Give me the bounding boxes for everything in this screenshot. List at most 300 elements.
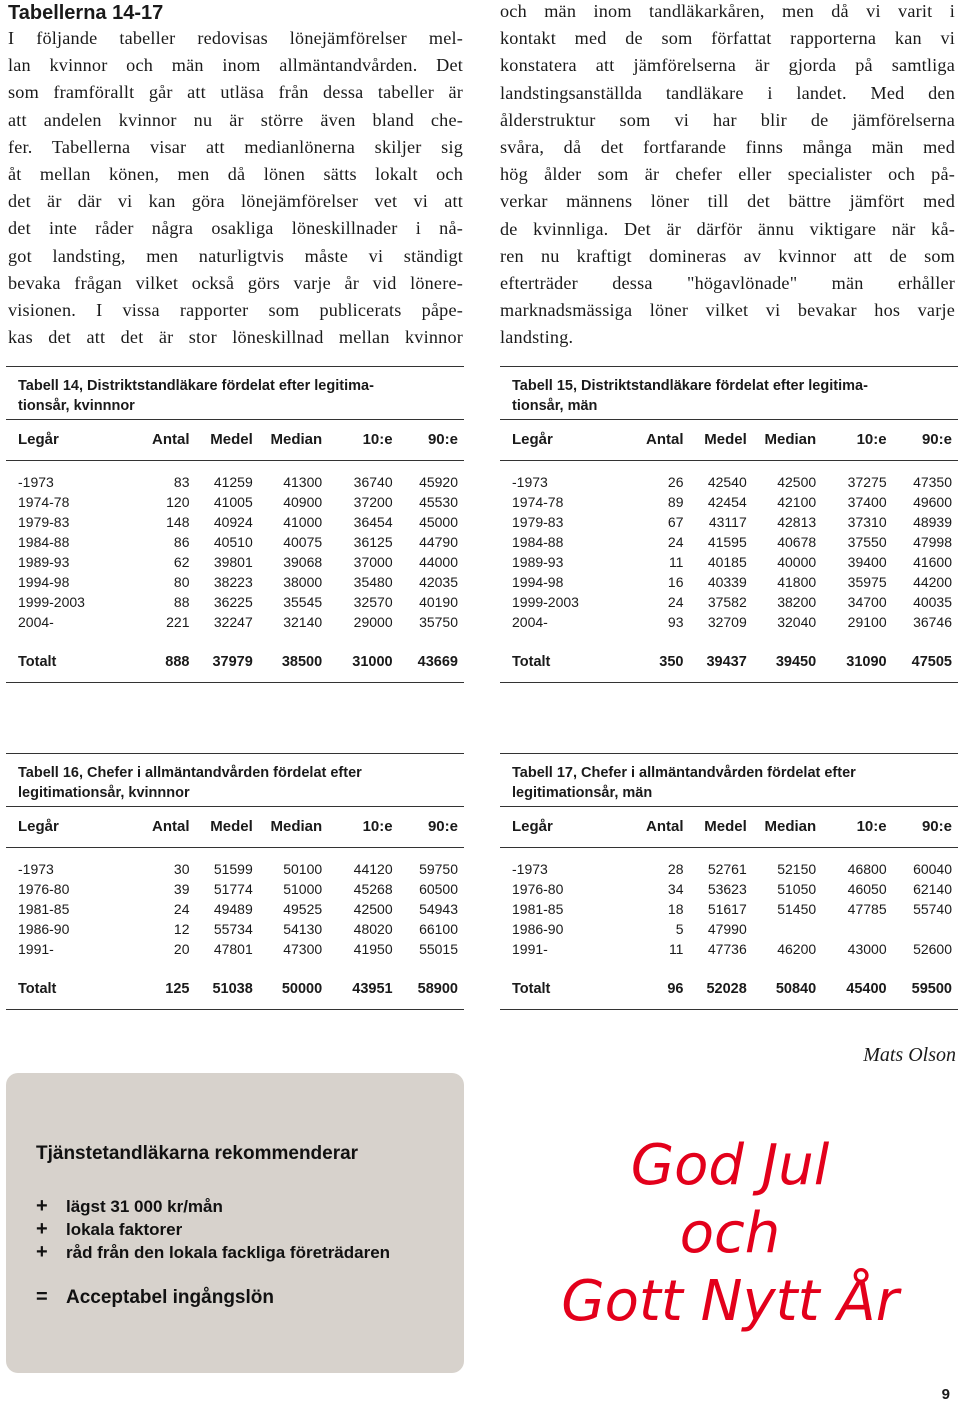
table-cell: 45920 bbox=[419, 474, 458, 490]
table-cell: 49525 bbox=[283, 901, 323, 917]
col-header-medel: Medel bbox=[210, 818, 253, 835]
table-header-row bbox=[512, 430, 952, 450]
col-header-10e: 10:e bbox=[362, 431, 393, 448]
text-line: landsting. bbox=[500, 327, 574, 348]
right-article-column bbox=[500, 0, 955, 352]
text-line: det är där vi kan göra lönejämförelser vet vi att bbox=[8, 191, 463, 212]
table-row bbox=[512, 532, 952, 552]
table-row bbox=[18, 572, 458, 592]
stat-table-body bbox=[512, 472, 952, 672]
table-cell: 42813 bbox=[777, 514, 817, 530]
table-cell: 1976-80 bbox=[18, 881, 70, 897]
greeting-line: Gott Nytt År bbox=[561, 1269, 899, 1334]
table-cell: 42035 bbox=[419, 574, 458, 590]
text-line: lan kvinnor och män inom allmäntandvården. Det bbox=[8, 55, 463, 76]
table-cell: 40190 bbox=[419, 594, 458, 610]
table-cell: 32570 bbox=[353, 594, 393, 610]
greeting-line: God Jul bbox=[630, 1133, 830, 1198]
table-cell: -1973 bbox=[512, 474, 548, 490]
table-cell: 47801 bbox=[213, 941, 253, 957]
table-cell: 52028 bbox=[706, 981, 747, 997]
table-cell: 51599 bbox=[213, 861, 253, 877]
table-row bbox=[18, 492, 458, 512]
table-cell: 38200 bbox=[777, 594, 817, 610]
table-cell: 45000 bbox=[419, 514, 458, 530]
table-title-line: Tabell 16, Chefer i allmäntandvården fördelat efter bbox=[18, 765, 362, 781]
table-cell: 42540 bbox=[707, 474, 747, 490]
stat-table bbox=[512, 430, 952, 450]
table-cell: 1979-83 bbox=[512, 514, 564, 530]
table-cell: 40924 bbox=[213, 514, 253, 530]
table-header-row bbox=[18, 817, 458, 837]
table-cell: 125 bbox=[165, 981, 190, 997]
table-row bbox=[18, 512, 458, 532]
table-total-row bbox=[18, 979, 458, 999]
table-row bbox=[512, 472, 952, 492]
table-cell: 50000 bbox=[281, 981, 323, 997]
stat-table bbox=[18, 430, 458, 450]
author-signature: Mats Olson bbox=[863, 1044, 956, 1066]
col-header-90e: 90:e bbox=[921, 431, 952, 448]
table-title-line: legitimationsår, kvinnnor bbox=[18, 785, 190, 801]
table-cell: 45268 bbox=[353, 881, 393, 897]
text-line: efterträder dessa "högavlönade" män erhåller bbox=[500, 273, 955, 294]
table-cell: 40678 bbox=[777, 534, 817, 550]
table-cell: 46800 bbox=[847, 861, 887, 877]
text-line: de kvinnliga. Det är därför ännu viktigare när kå- bbox=[500, 218, 955, 239]
table-row bbox=[18, 939, 458, 959]
table-row bbox=[512, 492, 952, 512]
table-cell: 1974-78 bbox=[18, 494, 70, 510]
table-row bbox=[18, 592, 458, 612]
table-title-line: Tabell 17, Chefer i allmäntandvården fördelat efter bbox=[512, 765, 856, 781]
table-cell: 51774 bbox=[213, 881, 253, 897]
table-cell: 44790 bbox=[419, 534, 458, 550]
table-cell: 37275 bbox=[847, 474, 887, 490]
table-cell: 54943 bbox=[419, 901, 458, 917]
table-cell: 24 bbox=[667, 594, 684, 610]
table-title-line: tionsår, män bbox=[512, 398, 598, 414]
table-cell: 24 bbox=[173, 901, 190, 917]
text-line: marknadsmässiga löner vilket vi bevakar hos varje bbox=[500, 300, 955, 321]
page-number: 9 bbox=[941, 1386, 950, 1403]
col-header-antal: Antal bbox=[151, 818, 190, 835]
table-cell: 41595 bbox=[707, 534, 747, 550]
stat-table bbox=[512, 817, 952, 837]
table-rule bbox=[6, 806, 464, 807]
text-line: visionen. I vissa rapporter som publicerats påpe- bbox=[8, 300, 463, 321]
table-row bbox=[18, 919, 458, 939]
col-header-90e: 90:e bbox=[427, 431, 458, 448]
table-row bbox=[512, 919, 952, 939]
table-rule bbox=[500, 460, 958, 461]
table-cell: 32140 bbox=[283, 614, 323, 630]
table-row bbox=[512, 859, 952, 879]
col-header-legar: Legår bbox=[18, 818, 59, 835]
table-row bbox=[18, 612, 458, 632]
table-cell: 38500 bbox=[281, 654, 323, 670]
table-cell: 1999-2003 bbox=[512, 594, 579, 610]
table-row bbox=[18, 879, 458, 899]
table-cell: 51450 bbox=[777, 901, 817, 917]
table-cell: 39437 bbox=[706, 654, 747, 670]
table-bottom-rule bbox=[6, 1009, 464, 1010]
table-cell: 36454 bbox=[353, 514, 393, 530]
table-cell: 66100 bbox=[419, 921, 458, 937]
table-cell: 67 bbox=[667, 514, 684, 530]
table-cell: 80 bbox=[173, 574, 190, 590]
equals-icon: = bbox=[36, 1286, 48, 1308]
table-cell: 39801 bbox=[213, 554, 253, 570]
table-cell: 20 bbox=[173, 941, 190, 957]
col-header-legar: Legår bbox=[18, 431, 59, 448]
text-line: som framförallt går att utläsa från dessa tabeller är bbox=[8, 82, 463, 103]
plus-icon: + bbox=[36, 1195, 48, 1217]
table-cell: 11 bbox=[668, 554, 684, 570]
table-14 bbox=[6, 366, 464, 683]
table-cell: 5 bbox=[675, 921, 684, 937]
col-header-median: Median bbox=[764, 818, 817, 835]
col-header-10e: 10:e bbox=[856, 818, 887, 835]
table-title bbox=[6, 367, 464, 419]
col-header-medel: Medel bbox=[704, 818, 747, 835]
right-body-text bbox=[500, 0, 955, 352]
table-cell: 35750 bbox=[419, 614, 458, 630]
table-cell: 24 bbox=[667, 534, 684, 550]
table-cell: 11 bbox=[668, 941, 684, 957]
table-cell: 48020 bbox=[353, 921, 393, 937]
table-cell: 36225 bbox=[213, 594, 253, 610]
table-total-row bbox=[512, 979, 952, 999]
table-cell: 1986-90 bbox=[512, 921, 564, 937]
stat-table-body bbox=[512, 859, 952, 999]
left-article-column bbox=[8, 0, 463, 351]
table-cell: 47300 bbox=[283, 941, 323, 957]
col-header-medel: Medel bbox=[704, 431, 747, 448]
table-rule bbox=[6, 847, 464, 848]
table-cell: 55740 bbox=[913, 901, 952, 917]
text-line: ålderstruktur som vi har blir de jämförelserna bbox=[500, 109, 955, 130]
table-cell: 51000 bbox=[283, 881, 323, 897]
table-cell: 1981-85 bbox=[18, 901, 70, 917]
table-cell: 1981-85 bbox=[512, 901, 564, 917]
table-cell: 51050 bbox=[777, 881, 817, 897]
table-cell: 52761 bbox=[707, 861, 747, 877]
recommendation-title: Tjänstetandläkarna rekommenderar bbox=[36, 1143, 359, 1164]
text-line: det inte råder några osakliga löneskillnader i nå- bbox=[8, 218, 463, 239]
table-cell: 89 bbox=[667, 494, 684, 510]
table-row bbox=[512, 939, 952, 959]
table-row bbox=[18, 552, 458, 572]
table-row bbox=[512, 512, 952, 532]
table-cell: 46050 bbox=[847, 881, 887, 897]
table-row bbox=[512, 899, 952, 919]
table-cell: 38223 bbox=[213, 574, 253, 590]
table-cell: Totalt bbox=[512, 981, 551, 997]
table-cell: 1994-98 bbox=[18, 574, 70, 590]
table-row bbox=[18, 532, 458, 552]
table-title-line: Tabell 15, Distriktstandläkare fördelat efter legitima- bbox=[512, 378, 868, 394]
table-cell: 40075 bbox=[283, 534, 323, 550]
text-line: verkar männens löner till det bättre jämfört med bbox=[500, 191, 955, 212]
table-cell: 40339 bbox=[707, 574, 747, 590]
table-row bbox=[512, 552, 952, 572]
table-cell: 50840 bbox=[775, 981, 817, 997]
table-total-row bbox=[18, 652, 458, 672]
table-17 bbox=[500, 753, 958, 1010]
col-header-antal: Antal bbox=[645, 431, 684, 448]
left-body-text bbox=[8, 25, 463, 351]
holiday-greeting bbox=[540, 1132, 920, 1336]
table-cell: 43000 bbox=[847, 941, 887, 957]
table-cell: 1984-88 bbox=[512, 534, 564, 550]
table-cell: 41300 bbox=[283, 474, 323, 490]
table-cell: 44200 bbox=[913, 574, 952, 590]
table-cell: 52150 bbox=[777, 861, 817, 877]
table-cell: 32040 bbox=[777, 614, 817, 630]
table-cell: Totalt bbox=[18, 981, 57, 997]
table-cell: 34 bbox=[667, 881, 684, 897]
table-cell: 31090 bbox=[846, 654, 887, 670]
table-16 bbox=[6, 753, 464, 1010]
text-line: ren nu kraftigt domineras av kvinnor att de som bbox=[500, 245, 955, 266]
table-cell: 44000 bbox=[419, 554, 458, 570]
table-cell: 18 bbox=[667, 901, 684, 917]
table-cell: 62140 bbox=[913, 881, 952, 897]
stat-table bbox=[18, 817, 458, 837]
table-rule bbox=[6, 419, 464, 420]
table-cell: 32247 bbox=[213, 614, 253, 630]
table-cell: -1973 bbox=[18, 861, 54, 877]
text-line: fer. Tabellerna visar att medianlönerna skiljer sig bbox=[8, 136, 463, 157]
table-bottom-rule bbox=[500, 682, 958, 683]
col-header-legar: Legår bbox=[512, 431, 553, 448]
table-rule bbox=[6, 460, 464, 461]
table-cell: 1974-78 bbox=[512, 494, 564, 510]
table-cell: 1991- bbox=[18, 941, 54, 957]
table-cell: -1973 bbox=[512, 861, 548, 877]
recommendation-box bbox=[6, 1073, 464, 1373]
table-title bbox=[6, 754, 464, 806]
table-cell: 40900 bbox=[283, 494, 323, 510]
table-header-row bbox=[18, 430, 458, 450]
table-cell: 43117 bbox=[708, 514, 747, 530]
table-cell: 1991- bbox=[512, 941, 548, 957]
table-cell: 36740 bbox=[353, 474, 393, 490]
table-row bbox=[512, 572, 952, 592]
spacer-row bbox=[18, 632, 458, 652]
table-title bbox=[500, 367, 958, 419]
table-cell bbox=[887, 919, 952, 939]
table-cell: 350 bbox=[659, 654, 684, 670]
col-header-90e: 90:e bbox=[921, 818, 952, 835]
table-cell: 59750 bbox=[419, 861, 458, 877]
table-row bbox=[512, 592, 952, 612]
recommendation-item-text: lägst 31 000 kr/mån bbox=[66, 1197, 223, 1216]
table-cell: 148 bbox=[166, 514, 190, 530]
recommendation-item-text: råd från den lokala fackliga företrädaren bbox=[66, 1243, 391, 1262]
table-header-row bbox=[512, 817, 952, 837]
table-cell bbox=[816, 919, 886, 939]
table-row bbox=[18, 859, 458, 879]
text-line: konstatera att jämförelserna är gjorda på samtliga bbox=[500, 55, 955, 76]
table-cell: 49600 bbox=[913, 494, 952, 510]
table-cell: 48939 bbox=[913, 514, 952, 530]
table-cell: 41005 bbox=[213, 494, 253, 510]
table-cell: 29100 bbox=[847, 614, 887, 630]
table-cell: 51617 bbox=[707, 901, 747, 917]
table-cell: 1999-2003 bbox=[18, 594, 85, 610]
table-total-row bbox=[512, 652, 952, 672]
table-cell: 39 bbox=[173, 881, 190, 897]
table-cell: Totalt bbox=[18, 654, 57, 670]
spacer-row bbox=[512, 959, 952, 979]
table-rule bbox=[500, 847, 958, 848]
col-header-antal: Antal bbox=[645, 818, 684, 835]
table-cell: 1976-80 bbox=[512, 881, 564, 897]
table-cell: 59500 bbox=[911, 981, 952, 997]
table-cell: 1994-98 bbox=[512, 574, 564, 590]
table-cell: 221 bbox=[166, 614, 190, 630]
table-cell: 39068 bbox=[283, 554, 323, 570]
recommendation-item bbox=[36, 1218, 182, 1241]
table-cell: 41000 bbox=[283, 514, 323, 530]
col-header-median: Median bbox=[270, 431, 323, 448]
text-line: svåra, då det fortfarande finns många män med bbox=[500, 137, 955, 158]
text-line: kontakt med de som författat rapporterna kan vi bbox=[500, 28, 955, 49]
table-cell: 55015 bbox=[419, 941, 458, 957]
table-row bbox=[512, 879, 952, 899]
col-header-median: Median bbox=[270, 818, 323, 835]
table-cell: 54130 bbox=[283, 921, 323, 937]
table-cell: 45530 bbox=[419, 494, 458, 510]
table-title bbox=[500, 754, 958, 806]
text-line: att andelen kvinnor nu är större även bland che- bbox=[8, 109, 463, 130]
table-cell: 16 bbox=[667, 574, 684, 590]
col-header-medel: Medel bbox=[210, 431, 253, 448]
table-cell: 47505 bbox=[911, 654, 952, 670]
text-line: I följande tabeller redovisas lönejämförelser mel- bbox=[8, 28, 463, 48]
table-cell: 37582 bbox=[707, 594, 747, 610]
table-cell: 58900 bbox=[417, 981, 458, 997]
table-cell: 37550 bbox=[847, 534, 887, 550]
table-cell: 53623 bbox=[707, 881, 747, 897]
table-cell: 43951 bbox=[352, 981, 393, 997]
table-cell: 47998 bbox=[913, 534, 952, 550]
table-cell: 83 bbox=[173, 474, 190, 490]
table-cell: 60040 bbox=[913, 861, 952, 877]
table-cell: 86 bbox=[173, 534, 190, 550]
table-cell: 47990 bbox=[707, 921, 747, 937]
table-cell: 42500 bbox=[353, 901, 393, 917]
table-cell: 43669 bbox=[417, 654, 458, 670]
recommendation-result bbox=[36, 1286, 274, 1309]
col-header-10e: 10:e bbox=[362, 818, 393, 835]
table-cell: 88 bbox=[173, 594, 190, 610]
table-cell: 93 bbox=[667, 614, 684, 630]
recommendation-result-text: Acceptabel ingångslön bbox=[66, 1287, 274, 1308]
table-row bbox=[18, 899, 458, 919]
table-row bbox=[512, 612, 952, 632]
table-cell: 37310 bbox=[847, 514, 887, 530]
text-line: och män inom tandläkarkåren, men då vi varit i bbox=[500, 1, 955, 21]
table-cell: 52600 bbox=[913, 941, 952, 957]
col-header-legar: Legår bbox=[512, 818, 553, 835]
table-cell: 34700 bbox=[847, 594, 887, 610]
table-cell: 62 bbox=[173, 554, 190, 570]
text-line: kas det att det är stor löneskillnad mellan kvinnor bbox=[8, 327, 463, 348]
table-cell: 37200 bbox=[353, 494, 393, 510]
table-cell: 96 bbox=[667, 981, 684, 997]
table-cell: 47736 bbox=[707, 941, 747, 957]
table-cell: 51038 bbox=[212, 981, 253, 997]
table-cell: 37979 bbox=[212, 654, 253, 670]
table-cell: 60500 bbox=[419, 881, 458, 897]
table-cell: 44120 bbox=[353, 861, 393, 877]
text-line: got landsting, men naturligtvis måste vi ständigt bbox=[8, 245, 463, 266]
table-rule bbox=[500, 419, 958, 420]
table-cell: 36746 bbox=[913, 614, 952, 630]
table-cell: 35480 bbox=[353, 574, 393, 590]
table-bottom-rule bbox=[6, 682, 464, 683]
table-cell: 42500 bbox=[777, 474, 817, 490]
table-cell: 36125 bbox=[353, 534, 393, 550]
table-cell: 42100 bbox=[777, 494, 817, 510]
table-cell: 1989-93 bbox=[18, 554, 70, 570]
table-bottom-rule bbox=[500, 1009, 958, 1010]
table-15 bbox=[500, 366, 958, 683]
table-row bbox=[18, 472, 458, 492]
table-cell: Totalt bbox=[512, 654, 551, 670]
table-cell: 1989-93 bbox=[512, 554, 564, 570]
col-header-antal: Antal bbox=[151, 431, 190, 448]
table-cell: 1979-83 bbox=[18, 514, 70, 530]
table-title-line: tionsår, kvinnnor bbox=[18, 398, 135, 414]
section-heading: Tabellerna 14-17 bbox=[8, 2, 164, 24]
text-line: bevaka frågan vilket också görs varje år vid lönere- bbox=[8, 272, 463, 293]
table-cell: 55734 bbox=[213, 921, 253, 937]
greeting-line: och bbox=[679, 1201, 781, 1266]
table-cell: 41259 bbox=[213, 474, 253, 490]
table-cell: 1986-90 bbox=[18, 921, 70, 937]
col-header-10e: 10:e bbox=[856, 431, 887, 448]
text-line: landstingsanställda tandläkare i landet. Med den bbox=[500, 82, 955, 103]
recommendation-item bbox=[36, 1241, 390, 1264]
table-cell: 31000 bbox=[352, 654, 393, 670]
table-cell: 35975 bbox=[847, 574, 887, 590]
recommendation-item bbox=[36, 1195, 223, 1218]
table-cell: 2004- bbox=[18, 614, 54, 630]
table-cell: 888 bbox=[165, 654, 190, 670]
table-title-line: legitimationsår, män bbox=[512, 785, 653, 801]
table-cell: 47350 bbox=[913, 474, 952, 490]
text-line: åt mellan könen, men då lönen sätts lokalt och bbox=[8, 164, 463, 185]
table-cell: 26 bbox=[667, 474, 684, 490]
plus-icon: + bbox=[36, 1218, 48, 1240]
table-cell: 42454 bbox=[707, 494, 747, 510]
table-cell: 32709 bbox=[707, 614, 747, 630]
table-cell: 46200 bbox=[777, 941, 817, 957]
table-cell: 12 bbox=[173, 921, 190, 937]
text-line: hög ålder som är chefer eller specialister och på- bbox=[500, 164, 955, 185]
col-header-median: Median bbox=[764, 431, 817, 448]
table-cell: 29000 bbox=[353, 614, 393, 630]
table-cell: 120 bbox=[166, 494, 190, 510]
table-cell: 2004- bbox=[512, 614, 548, 630]
table-cell: 41800 bbox=[777, 574, 817, 590]
spacer-row bbox=[18, 959, 458, 979]
table-cell: 35545 bbox=[283, 594, 323, 610]
